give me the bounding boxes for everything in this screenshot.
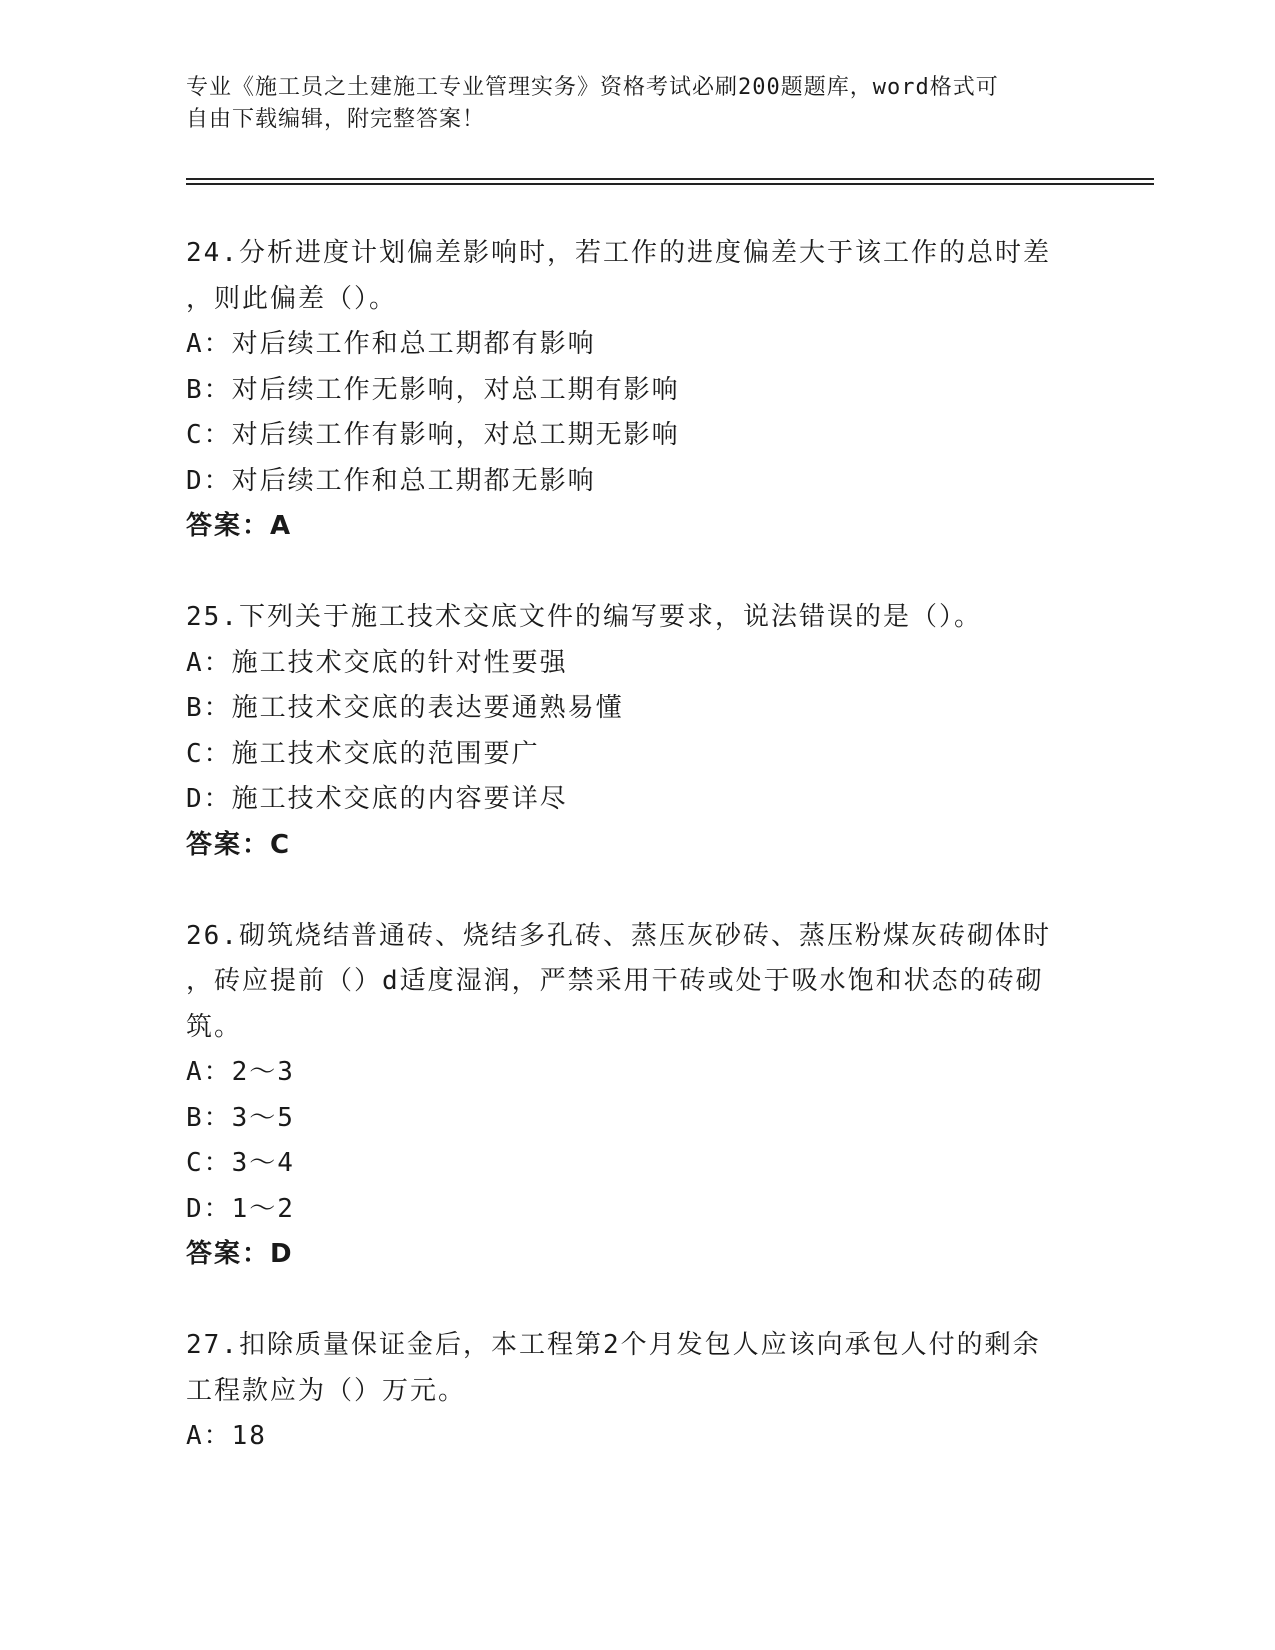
question-text: 工程款应为（）万元。	[186, 1375, 467, 1406]
option-b: B：3～5	[186, 1102, 295, 1133]
question-24	[186, 231, 1086, 550]
option-c: C：施工技术交底的范围要广	[186, 738, 540, 769]
option-d: D：1～2	[186, 1193, 295, 1224]
question-text: 筑。	[186, 1011, 243, 1042]
question-text: ，则此偏差（）。	[186, 283, 398, 314]
option-c: C：3～4	[186, 1148, 295, 1178]
question-25	[186, 595, 1086, 868]
question-spacer	[186, 868, 1086, 914]
header-divider-bottom	[186, 183, 1154, 185]
question-text: ，砖应提前（）d适度湿润，严禁采用干砖或处于吸水饱和状态的砖砌	[186, 966, 1044, 996]
question-26	[186, 914, 1086, 1278]
document-header	[186, 72, 1066, 136]
option-c: C：对后续工作有影响，对总工期无影响	[186, 420, 680, 450]
answer: 答案：D	[186, 1239, 294, 1269]
option-d: D：施工技术交底的内容要详尽	[186, 784, 568, 814]
answer: 答案：A	[186, 511, 293, 541]
option-a: A：施工技术交底的针对性要强	[186, 647, 568, 678]
question-list	[186, 231, 1086, 1460]
question-text: 27.扣除质量保证金后，本工程第2个月发包人应该向承包人付的剩余	[186, 1330, 1041, 1360]
question-text: 24.分析进度计划偏差影响时，若工作的进度偏差大于该工作的总时差	[186, 238, 1051, 268]
option-b: B：对后续工作无影响，对总工期有影响	[186, 374, 680, 405]
option-d: D：对后续工作和总工期都无影响	[186, 465, 596, 496]
answer: 答案：C	[186, 829, 292, 860]
header-divider-top	[186, 178, 1154, 180]
header-line: 专业《施工员之土建施工专业管理实务》资格考试必刷200题题库，word格式可	[186, 75, 999, 100]
question-spacer	[186, 1278, 1086, 1324]
option-a: A：18	[186, 1421, 267, 1451]
question-27	[186, 1323, 1086, 1460]
option-a: A：2～3	[186, 1057, 295, 1087]
question-text: 26.砌筑烧结普通砖、烧结多孔砖、蒸压灰砂砖、蒸压粉煤灰砖砌体时	[186, 920, 1051, 951]
option-a: A：对后续工作和总工期都有影响	[186, 329, 596, 359]
question-text: 25.下列关于施工技术交底文件的编写要求，说法错误的是（）。	[186, 602, 982, 632]
header-line: 自由下载编辑，附完整答案！	[186, 107, 486, 132]
option-b: B：施工技术交底的表达要通熟易懂	[186, 693, 624, 723]
question-spacer	[186, 550, 1086, 596]
